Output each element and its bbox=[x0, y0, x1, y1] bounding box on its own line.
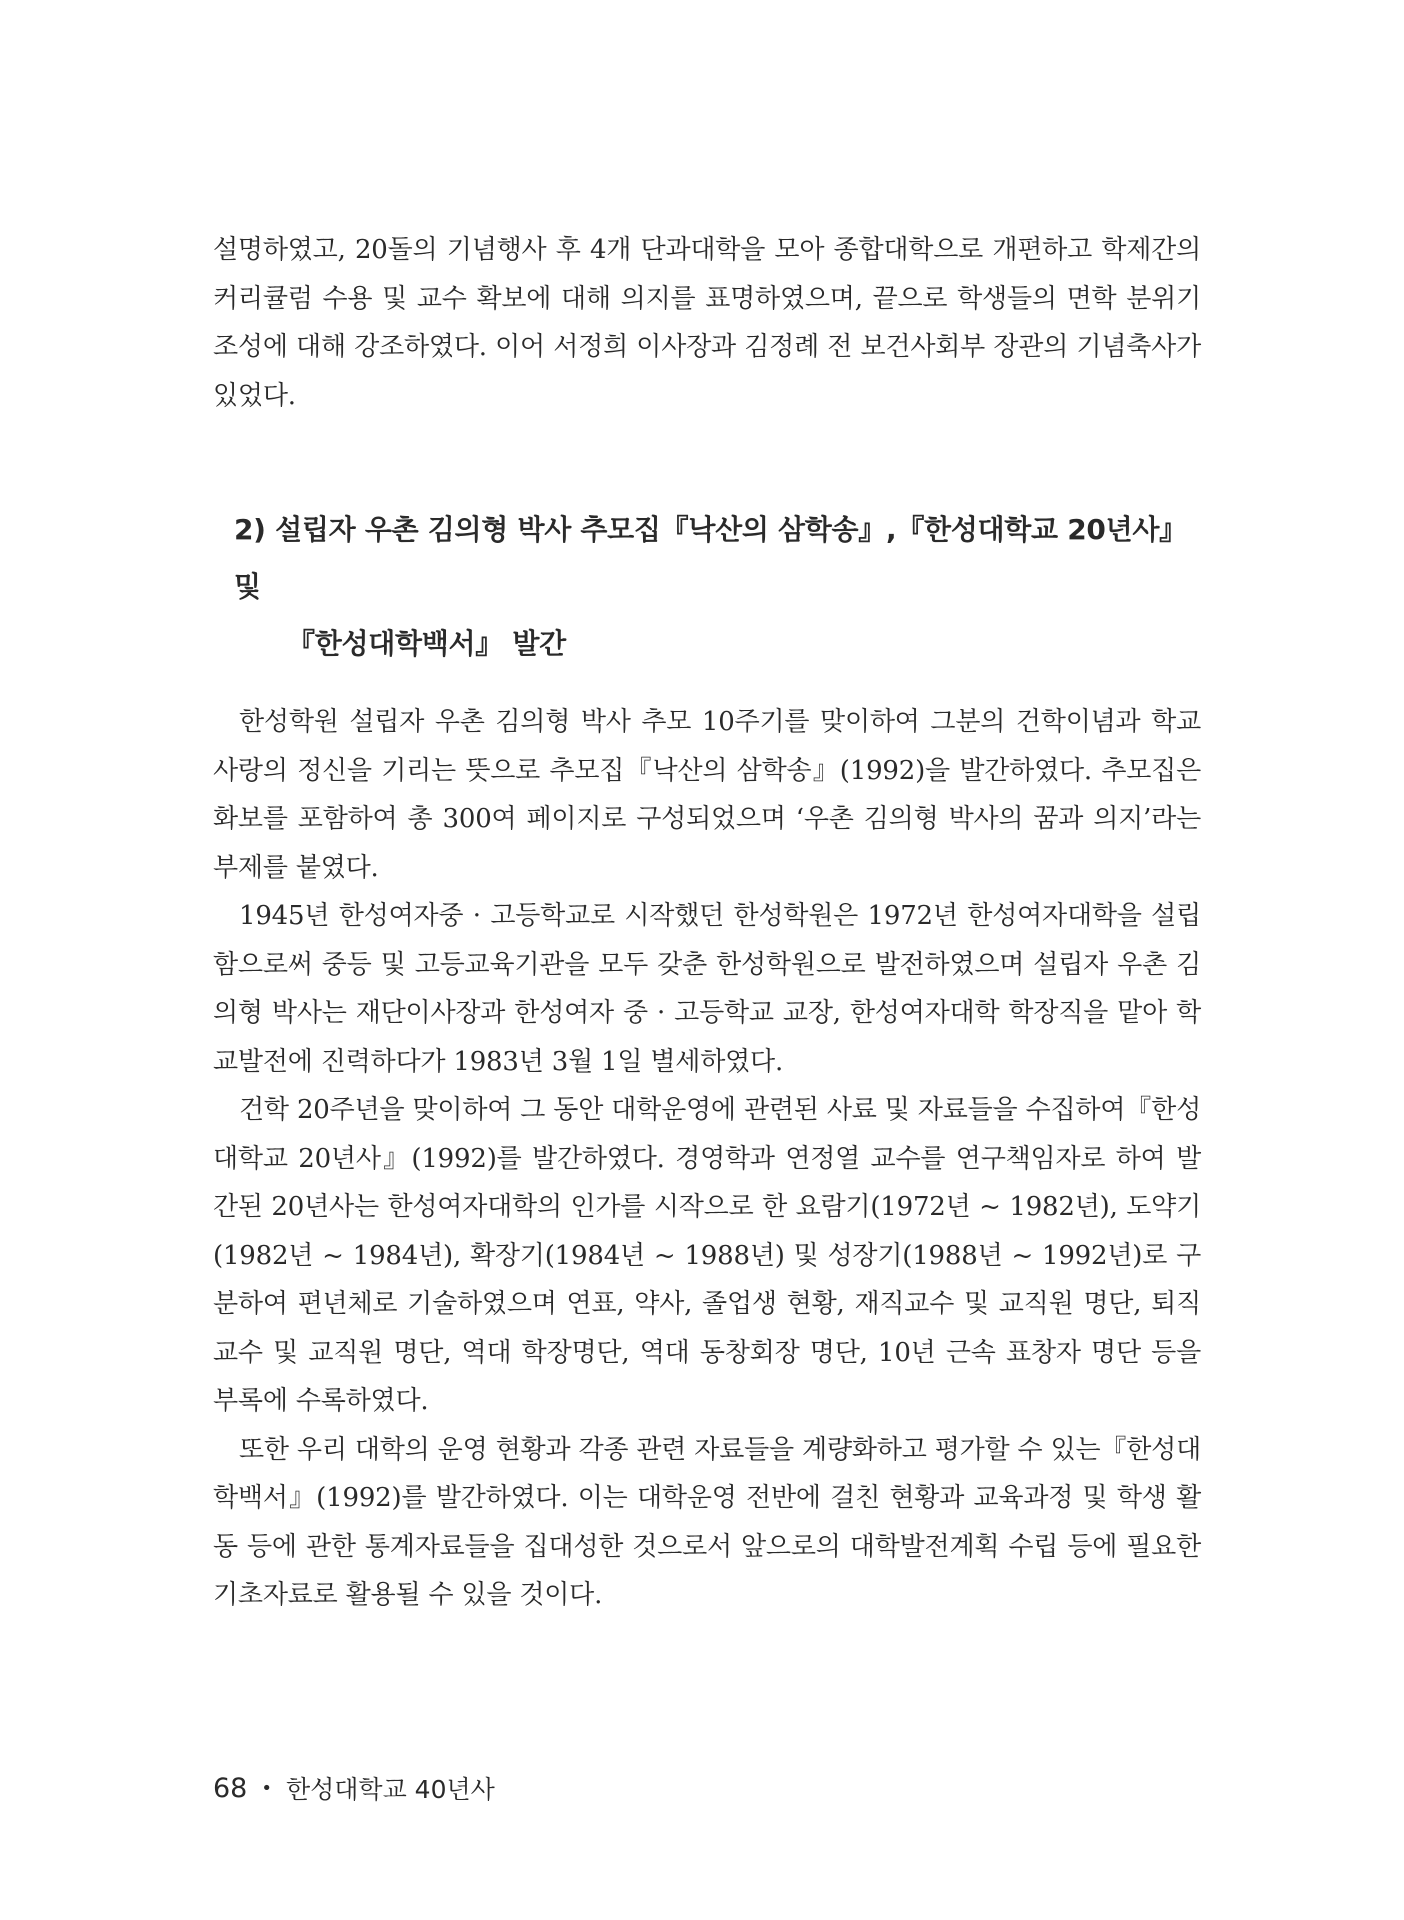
section-heading-line-1: 2) 설립자 우촌 김의형 박사 추모집『낙산의 삼학송』,『한성대학교 20년사』및 bbox=[234, 513, 1187, 603]
page-content bbox=[213, 226, 1201, 1620]
page-footer bbox=[213, 1770, 495, 1806]
paragraph-1: 설명하였고, 20돌의 기념행사 후 4개 단과대학을 모아 종합대학으로 개편하고 학제간의 커리큘럼 수용 및 교수 확보에 대해 의지를 표명하였으며, 끝으로 학생들의 면학 분위기 조성에 대해 강조하였다. 이어 서정희 이사장과 김정례 전 보건사회부 장관의 기념축사가 있었다. bbox=[213, 235, 1201, 411]
footer-bullet: • bbox=[261, 1777, 272, 1799]
section-heading bbox=[213, 501, 1201, 672]
section-heading-line-2: 『한성대학백서』 발간 bbox=[287, 627, 566, 660]
paragraph-3: 1945년 한성여자중 · 고등학교로 시작했던 한성학원은 1972년 한성여자대학을 설립함으로써 중등 및 고등교육기관을 모두 갖춘 한성학원으로 발전하였으며 설립자 우촌 김의형 박사는 재단이사장과 한성여자 중 · 고등학교 교장, 한성여자대학 학장직을 맡아 학교발전에 진력하다가 1983년 3월 1일 별세하였다. bbox=[213, 901, 1201, 1077]
paragraph-2: 한성학원 설립자 우촌 김의형 박사 추모 10주기를 맞이하여 그분의 건학이념과 학교 사랑의 정신을 기리는 뜻으로 추모집『낙산의 삼학송』(1992)을 발간하였다. 추모집은 화보를 포함하여 총 300여 페이지로 구성되었으며 ‘우촌 김의형 박사의 꿈과 의지’라는 부제를 붙였다. bbox=[213, 707, 1201, 883]
paragraph-5: 또한 우리 대학의 운영 현황과 각종 관련 자료들을 계량화하고 평가할 수 있는『한성대학백서』(1992)를 발간하였다. 이는 대학운영 전반에 걸친 현황과 교육과정 및 학생 활동 등에 관한 통계자료들을 집대성한 것으로서 앞으로의 대학발전계획 수립 등에 필요한 기초자료로 활용될 수 있을 것이다. bbox=[213, 1434, 1201, 1610]
page-number: 68 bbox=[213, 1772, 248, 1804]
book-title: 한성대학교 40년사 bbox=[285, 1775, 495, 1804]
paragraph-4: 건학 20주년을 맞이하여 그 동안 대학운영에 관련된 사료 및 자료들을 수집하여『한성대학교 20년사』(1992)를 발간하였다. 경영학과 연정열 교수를 연구책임자로 하여 발간된 20년사는 한성여자대학의 인가를 시작으로 한 요람기(1972년 ~ 1982년), 도약기(1982년 ~ 1984년), 확장기(1984년 ~ 1988년) 및 성장기(1988년 ~ 1992년)로 구분하여 편년체로 기술하였으며 연표, 약사, 졸업생 현황, 재직교수 및 교직원 명단, 퇴직교수 및 교직원 명단, 역대 학장명단, 역대 동창회장 명단, 10년 근속 표창자 명단 등을 부록에 수록하였다. bbox=[213, 1095, 1201, 1416]
